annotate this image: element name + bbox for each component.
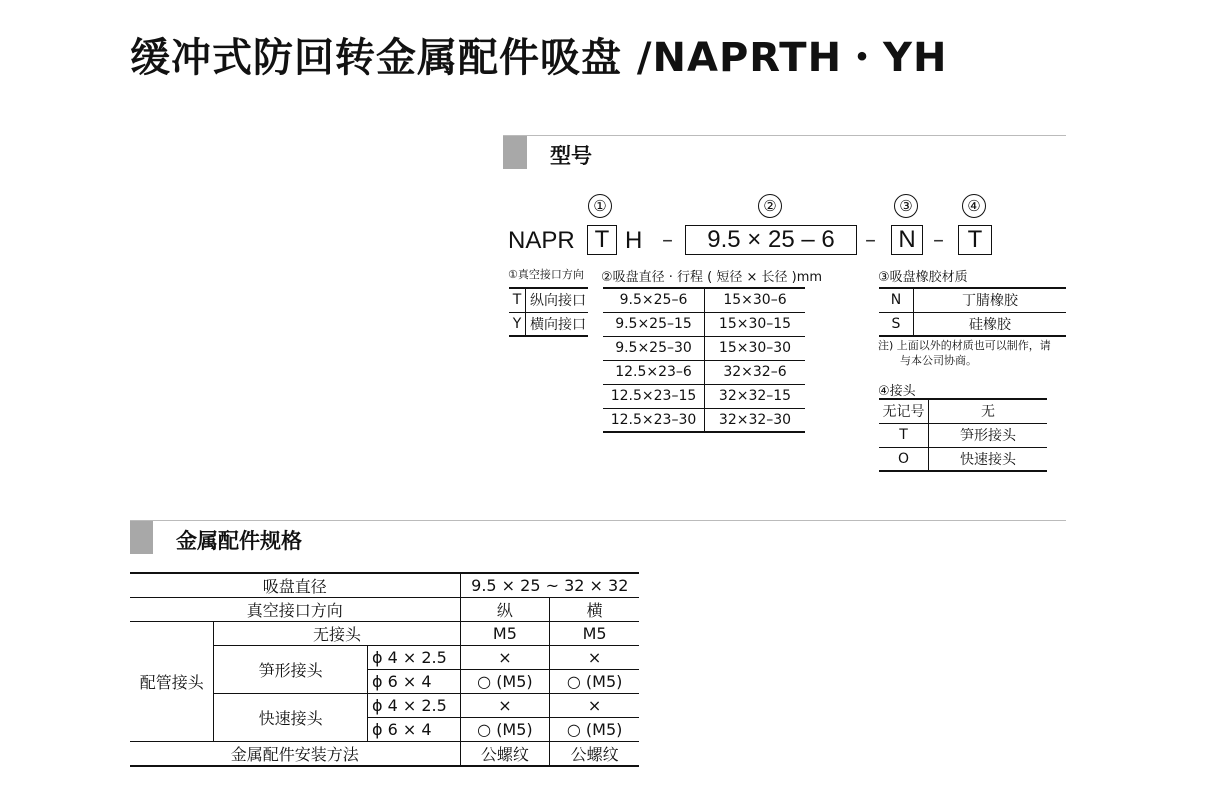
fitting-table [879, 398, 1047, 472]
fitting-desc-cell: 快速接头 [960, 451, 1016, 468]
size-cell: 32×32–6 [723, 364, 787, 380]
value-cell: × [550, 646, 639, 670]
size-cell: ϕ 6 × 4 [367, 670, 460, 694]
model-code-box-4: T [958, 225, 992, 255]
col-horizontal: 横 [550, 598, 639, 622]
section-marker [503, 136, 527, 169]
port-code-cell: T [509, 288, 526, 312]
section-marker [130, 521, 153, 554]
fitting-code-cell: 无记号 [879, 399, 929, 423]
table-row [130, 573, 639, 598]
size-cell: ϕ 4 × 2.5 [367, 646, 460, 670]
port-direction-table [509, 287, 588, 337]
fitting-code-cell: O [879, 447, 929, 471]
value-cell: M5 [460, 622, 550, 646]
no-fitting-label: 无接头 [214, 622, 460, 646]
table-row [603, 288, 805, 312]
model-mid: H [625, 227, 643, 254]
value-cell: ○ (M5) [550, 718, 639, 742]
size-cell: ϕ 6 × 4 [367, 718, 460, 742]
size-cell: 9.5×25–30 [603, 336, 705, 360]
port-desc-cell: 横向接口 [530, 316, 586, 333]
section-divider [130, 520, 1066, 521]
port-direction-label: ①真空接口方向 [508, 268, 584, 281]
fitting-label: ④接头 [878, 384, 916, 399]
size-cell: 9.5×25–6 [603, 288, 705, 312]
size-cell: 12.5×23–30 [603, 408, 705, 432]
size-cell: 32×32–30 [718, 411, 792, 428]
col-vertical: 纵 [460, 598, 550, 622]
spec-table [130, 572, 639, 767]
size-stroke-table [603, 287, 805, 433]
table-row [603, 312, 805, 336]
model-dash-1: – [662, 228, 673, 253]
rubber-material-label: ③吸盘橡胶材质 [878, 270, 968, 285]
table-row [879, 423, 1047, 447]
fitting-code-cell: T [879, 423, 929, 447]
value-cell: × [550, 694, 639, 718]
table-row [603, 360, 805, 384]
table-row [879, 447, 1047, 471]
size-cell: 12.5×23–15 [603, 384, 705, 408]
piping-fitting-label: 配管接头 [130, 622, 214, 742]
model-dash-2: – [865, 228, 876, 253]
marker-1: ① [588, 194, 612, 218]
section-divider [503, 135, 1066, 136]
rubber-desc-cell: 丁腈橡胶 [962, 293, 1018, 310]
model-code-box-1: T [587, 225, 617, 255]
table-row [130, 742, 639, 767]
fitting-desc-cell: 笋形接头 [960, 428, 1016, 444]
size-cell: 15×30–6 [723, 292, 787, 309]
fitting-desc-cell: 无 [981, 404, 995, 421]
rubber-material-table [879, 287, 1066, 337]
table-row [879, 399, 1047, 423]
table-row [509, 288, 588, 312]
table-row [879, 312, 1066, 336]
mount-method-label: 金属配件安装方法 [130, 742, 460, 767]
marker-3: ③ [894, 194, 918, 218]
size-cell: 15×30–15 [718, 316, 792, 332]
rubber-code-cell: S [879, 312, 914, 336]
value-cell: ○ (M5) [550, 670, 639, 694]
barb-fitting-label: 笋形接头 [214, 646, 368, 694]
marker-2: ② [758, 194, 782, 218]
quick-fitting-label: 快速接头 [214, 694, 368, 742]
model-prefix: NAPR [508, 227, 575, 254]
port-desc-cell: 纵向接口 [530, 293, 586, 310]
table-row [879, 288, 1066, 312]
table-row [130, 622, 639, 646]
port-code-cell: Y [509, 312, 526, 336]
table-row [509, 312, 588, 336]
table-row [603, 336, 805, 360]
size-cell: 12.5×23–6 [603, 360, 705, 384]
rubber-code-cell: N [879, 288, 914, 312]
value-cell: ○ (M5) [460, 670, 550, 694]
table-row [603, 408, 805, 432]
value-cell: ○ (M5) [460, 718, 550, 742]
material-note-line2: 与本公司协商。 [900, 354, 977, 367]
value-cell: M5 [550, 622, 639, 646]
size-cell: ϕ 4 × 2.5 [367, 694, 460, 718]
pad-diameter-value: 9.5 × 25 ~ 32 × 32 [460, 573, 639, 598]
model-section-title: 型号 [550, 144, 592, 168]
model-code-box-3: N [891, 225, 923, 255]
material-note-line1: 注) 上面以外的材质也可以制作，请 [878, 339, 1051, 352]
page-title: 缓冲式防回转金属配件吸盘 /NAPRTH・YH [130, 35, 948, 81]
table-row [603, 384, 805, 408]
spec-section-title: 金属配件规格 [176, 529, 302, 553]
model-code-box-2: 9.5 × 25 – 6 [685, 225, 857, 255]
size-cell: 32×32–15 [718, 388, 792, 404]
size-cell: 9.5×25–15 [603, 312, 705, 336]
model-dash-3: – [933, 228, 944, 253]
size-cell: 15×30–30 [718, 340, 792, 356]
value-cell: 公螺纹 [460, 742, 550, 767]
port-direction-header: 真空接口方向 [130, 598, 460, 622]
marker-4: ④ [962, 194, 986, 218]
size-stroke-label: ②吸盘直径 · 行程 ( 短径 × 长径 )mm [601, 270, 823, 285]
pad-diameter-label: 吸盘直径 [130, 573, 460, 598]
value-cell: × [460, 646, 550, 670]
value-cell: × [460, 694, 550, 718]
value-cell: 公螺纹 [550, 742, 639, 767]
table-row [130, 598, 639, 622]
rubber-desc-cell: 硅橡胶 [969, 316, 1011, 333]
